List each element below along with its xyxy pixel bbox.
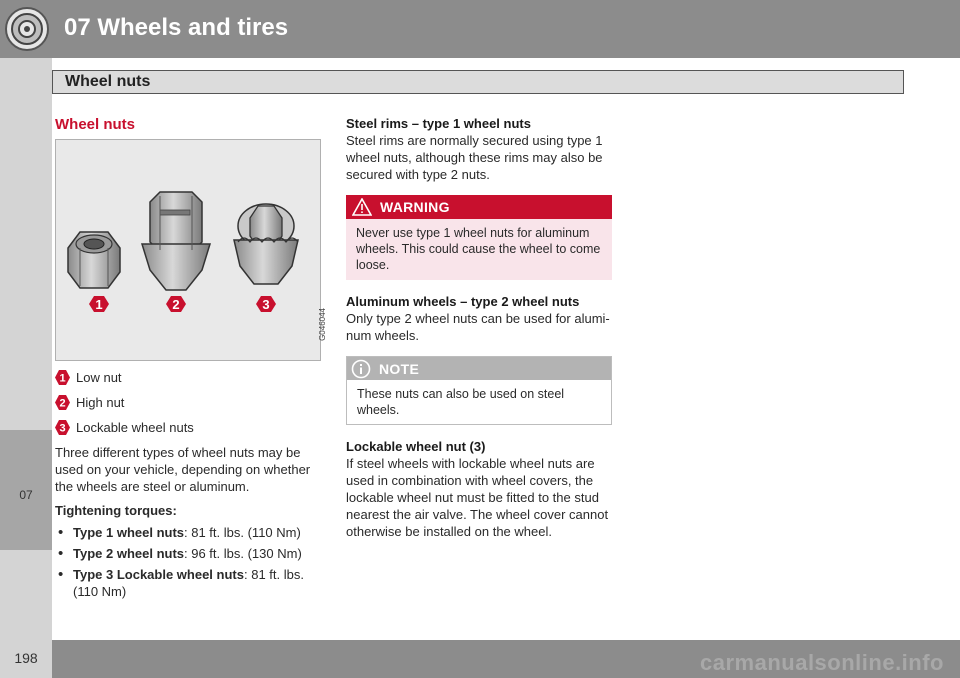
svg-text:2: 2 — [59, 397, 66, 410]
warning-triangle-icon — [352, 198, 372, 216]
torque-value: : 81 ft. lbs. (110 Nm) — [73, 567, 304, 599]
torque-name: Type 2 wheel nuts — [73, 546, 185, 561]
lockable-nut-text: If steel wheels with lockable wheel nuts are used in combination with wheel covers, the lockable wheel nut must be fitted to the stud nearest the air valve. The wheel cover cannot otherwise be installed on the wheel. — [346, 456, 609, 539]
torque-label: Tightening torques: — [55, 503, 177, 518]
lockable-nut-drawing — [234, 204, 298, 284]
number-1-badge — [55, 370, 70, 385]
legend-label: High nut — [76, 395, 125, 410]
figure-code: G046044 — [318, 308, 327, 341]
section-title: Wheel nuts — [65, 73, 151, 90]
callout-2-badge — [166, 296, 186, 312]
callout-3-label: 3 — [262, 297, 270, 312]
wheel-nuts-illustration — [56, 140, 320, 360]
number-2-badge — [55, 395, 70, 410]
svg-text:1: 1 — [59, 372, 66, 385]
torque-item — [55, 524, 325, 541]
note-title: NOTE — [379, 361, 420, 377]
intro-paragraph: Three different types of wheel nuts may be used on your vehicle, depending on whether the wheels are steel or aluminum. — [55, 445, 311, 494]
legend-label: Lockable wheel nuts — [76, 420, 194, 435]
callout-2-label: 2 — [172, 297, 180, 312]
torque-name: Type 1 wheel nuts — [73, 525, 185, 540]
aluminum-wheels-heading: Aluminum wheels – type 2 wheel nuts — [346, 294, 580, 309]
number-3-badge — [55, 420, 70, 435]
torque-item — [55, 545, 325, 562]
lockable-nut-heading: Lockable wheel nut (3) — [346, 439, 486, 454]
high-nut-drawing — [142, 192, 210, 290]
left-column — [55, 116, 325, 604]
warning-box — [346, 195, 612, 280]
warning-header — [346, 195, 612, 219]
aluminum-wheels-text: Only type 2 wheel nuts can be used for alumi-num wheels. — [346, 311, 610, 343]
bullet-icon — [55, 524, 73, 541]
legend-item — [55, 394, 325, 411]
callout-3-badge — [256, 296, 276, 312]
bullet-icon — [55, 566, 73, 600]
legend-item — [55, 369, 325, 386]
note-header — [347, 357, 611, 380]
steel-rims-heading: Steel rims – type 1 wheel nuts — [346, 116, 531, 131]
torque-value: : 81 ft. lbs. (110 Nm) — [184, 525, 301, 540]
callout-1-badge — [89, 296, 109, 312]
note-box — [346, 356, 612, 425]
torque-item — [55, 566, 325, 600]
tire-icon — [4, 6, 50, 52]
wheel-nuts-figure — [55, 139, 327, 361]
page-number: 198 — [14, 650, 38, 666]
wheel-nuts-heading: Wheel nuts — [55, 116, 136, 133]
torque-name: Type 3 Lockable wheel nuts — [73, 567, 244, 582]
svg-text:3: 3 — [59, 422, 66, 435]
chapter-title: 07 Wheels and tires — [64, 14, 289, 41]
steel-rims-text: Steel rims are normally secured using type 1 wheel nuts, although these rims may also be secured with type 2 nuts. — [346, 133, 603, 182]
chapter-side-label: 07 — [19, 488, 33, 502]
legend-item — [55, 419, 325, 436]
low-nut-drawing — [68, 232, 120, 288]
right-column — [346, 116, 614, 540]
warning-title: WARNING — [380, 199, 450, 215]
info-icon — [351, 359, 371, 379]
chapter-side-strip — [0, 58, 52, 640]
watermark: carmanualsonline.info — [700, 650, 944, 675]
legend-list — [55, 369, 325, 436]
section-title-bar — [52, 70, 904, 94]
callout-1-label: 1 — [95, 297, 103, 312]
warning-text: Never use type 1 wheel nuts for aluminum wheels. This could cause the wheel to come loose. — [356, 226, 601, 272]
bullet-icon — [55, 545, 73, 562]
note-text: These nuts can also be used on steel wheels. — [357, 387, 565, 417]
legend-label: Low nut — [76, 370, 122, 385]
torque-value: : 96 ft. lbs. (130 Nm) — [184, 546, 302, 561]
